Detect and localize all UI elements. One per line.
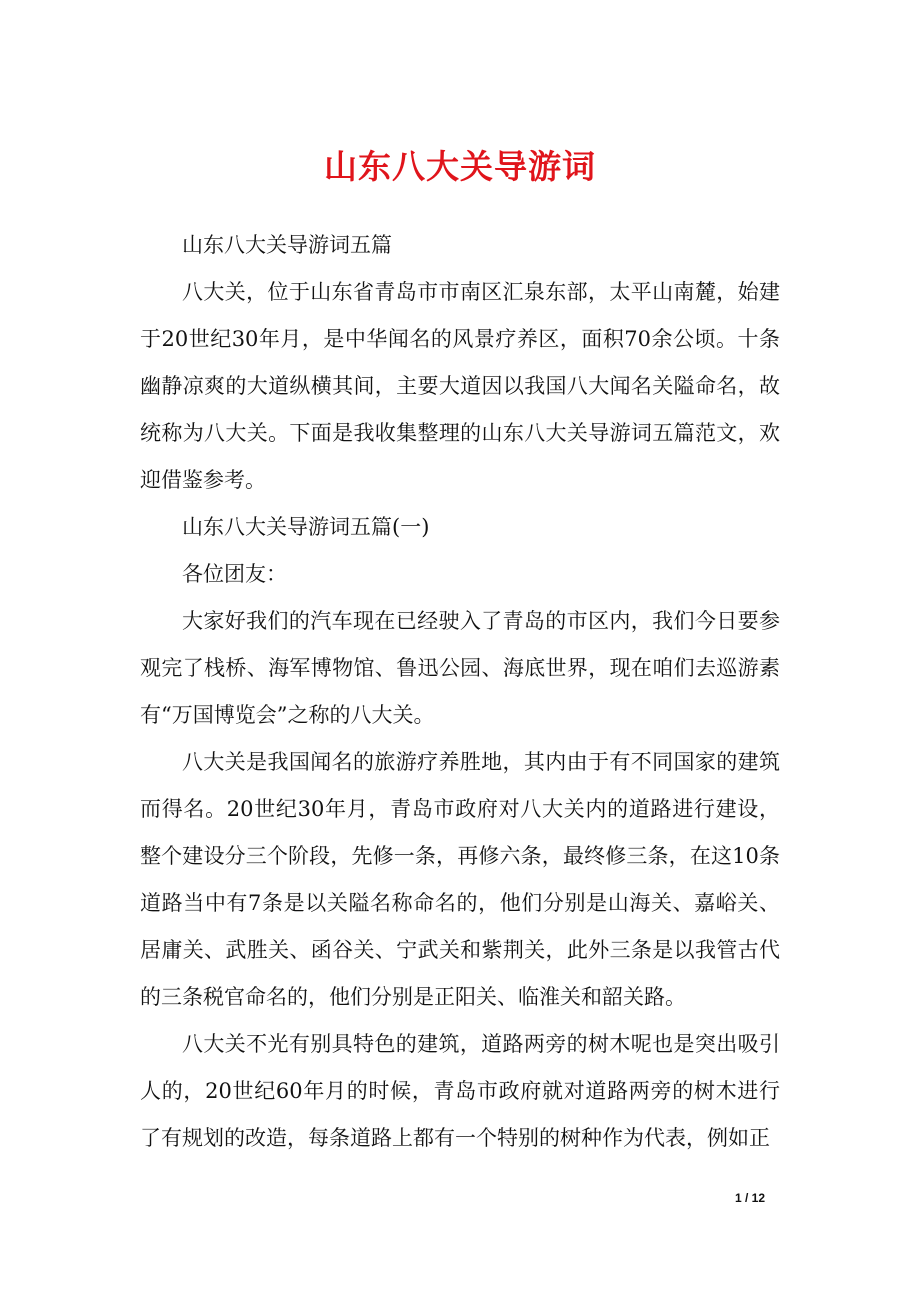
document-body: [140, 222, 780, 1162]
page-number: 1 / 12: [735, 1191, 766, 1205]
paragraph-section-heading: 山东八大关导游词五篇(一): [182, 515, 430, 539]
document-title: 山东八大关导游词: [324, 147, 596, 186]
paragraph-trees: 八大关不光有别具特色的建筑，道路两旁的树木呢也是突出吸引人的，20世纪60年月的时候，青岛市政府就对道路两旁的树木进行了有规划的改造，每条道路上都有一个特别的树种作为代表，例如正: [140, 1032, 780, 1150]
paragraph-intro: 八大关，位于山东省青岛市市南区汇泉东部，太平山南麓，始建于20世纪30年月，是中华闻名的风景疗养区，面积70余公顷。十条幽静凉爽的大道纵横其间，主要大道因以我国八大闻名关隘命名，故统称为八大关。下面是我收集整理的山东八大关导游词五篇范文，欢迎借鉴参考。: [140, 280, 780, 492]
paragraph-subtitle: 山东八大关导游词五篇: [182, 233, 392, 257]
paragraph-welcome: 大家好我们的汽车现在已经驶入了青岛的市区内，我们今日要参观完了栈桥、海军博物馆、鲁迅公园、海底世界，现在咱们去巡游素有“万国博览会”之称的八大关。: [140, 609, 780, 727]
paragraph-greeting: 各位团友：: [182, 562, 287, 586]
paragraph-history: 八大关是我国闻名的旅游疗养胜地，其内由于有不同国家的建筑而得名。20世纪30年月，青岛市政府对八大关内的道路进行建设，整个建设分三个阶段，先修一条，再修六条，最终修三条，在这10条道路当中有7条是以关隘名称命名的，他们分别是山海关、嘉峪关、居庸关、武胜关、函谷关、宁武关和紫荆关，此外三条是以我管古代的三条税官命名的，他们分别是正阳关、临淮关和韶关路。: [140, 750, 780, 1009]
